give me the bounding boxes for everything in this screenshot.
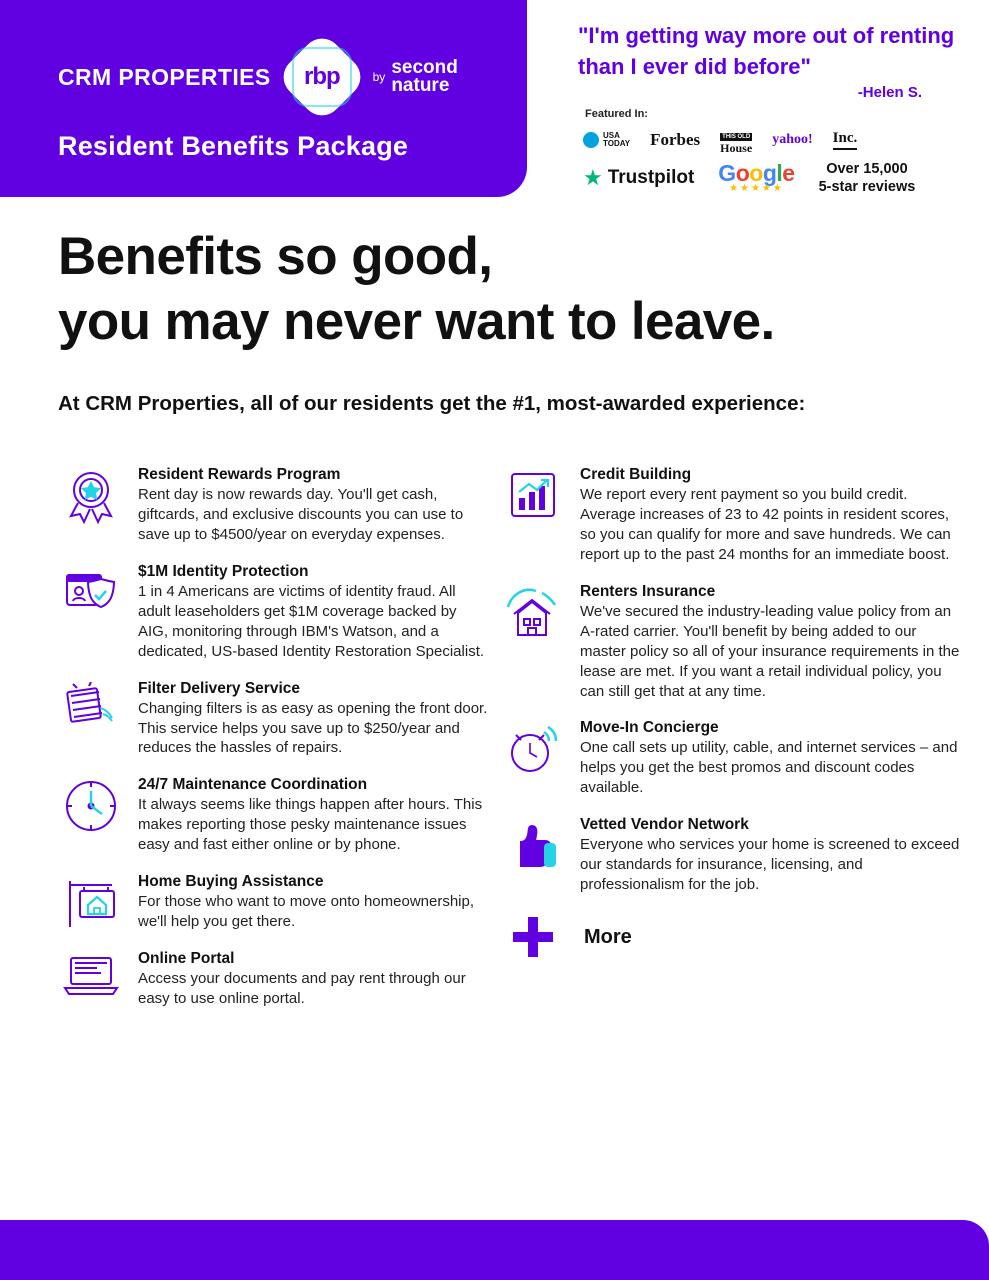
trustpilot-logo	[583, 167, 694, 189]
trustpilot-label: Trustpilot	[607, 167, 695, 189]
subheadline: At CRM Properties, all of our residents get the #1, most-awarded experience:	[58, 392, 806, 415]
benefit-description: Rent day is now rewards day. You'll get cash, giftcards, and exclusive discounts you can use to save up to $4500/year on everyday expenses.	[138, 486, 464, 543]
reviews-line1: Over 15,000	[826, 161, 908, 177]
inc-logo: Inc.	[833, 130, 858, 150]
google-stars-icon: ★★★★★	[729, 183, 784, 195]
google-label: Google	[718, 160, 795, 187]
page-title	[58, 225, 958, 354]
headline-line-2: you may never want to leave.	[58, 291, 775, 351]
company-name: CRM PROPERTIES	[58, 63, 271, 90]
testimonial-author: -Helen S.	[857, 84, 922, 102]
this-old-house-big: House	[720, 141, 753, 155]
second-nature-line2: nature	[391, 75, 450, 96]
benefit-title: $1M Identity Protection	[138, 562, 309, 580]
benefit-title: Vetted Vendor Network	[580, 816, 749, 834]
usa-today-dot-icon	[583, 132, 599, 148]
plus-icon	[500, 913, 566, 961]
benefit-item	[500, 466, 960, 565]
thumbs-up-icon	[500, 816, 566, 895]
testimonial-block	[578, 20, 978, 101]
benefit-title: Home Buying Assistance	[138, 873, 324, 891]
rbp-logo-icon	[275, 30, 368, 123]
second-nature-logo	[373, 59, 458, 95]
laptop-icon	[58, 950, 124, 1009]
benefit-description: For those who want to move onto homeownership, we'll help you get there.	[138, 893, 475, 931]
benefit-item	[58, 776, 488, 855]
benefit-item	[58, 873, 488, 932]
benefit-description: One call sets up utility, cable, and internet services – and helps you get the best promos and discount codes available.	[580, 739, 958, 797]
benefit-title: Online Portal	[138, 950, 235, 968]
benefit-item	[58, 563, 488, 662]
usa-today-logo-icon	[583, 132, 630, 149]
award-ribbon-icon	[58, 466, 124, 545]
benefit-title: Filter Delivery Service	[138, 679, 300, 697]
clock-icon	[58, 776, 124, 855]
benefit-title: Credit Building	[580, 466, 692, 483]
air-filter-icon	[58, 680, 124, 759]
benefit-title: Renters Insurance	[580, 582, 716, 600]
trustpilot-star-icon: ★	[583, 165, 603, 191]
headline-line-1: Benefits so good,	[58, 227, 493, 286]
home-sign-icon	[58, 873, 124, 932]
benefit-title: Move-In Concierge	[580, 719, 719, 737]
benefit-description: Access your documents and pay rent through our easy to use online portal.	[138, 970, 466, 1007]
credit-chart-icon	[500, 466, 566, 565]
brand-row	[58, 44, 458, 110]
footer-band	[0, 1220, 989, 1280]
benefit-item	[58, 466, 488, 545]
usa-today-line1: USA	[603, 130, 620, 140]
benefit-description: Changing filters is as easy as opening the front door. This service helps you save up to $250/year and reduces the hassles of repairs.	[138, 699, 488, 757]
reviews-row	[583, 160, 983, 196]
rbp-logo-text: rbp	[303, 62, 340, 90]
benefit-title: Resident Rewards Program	[138, 466, 341, 483]
second-nature-line1: second	[391, 57, 458, 79]
renters-insurance-icon	[500, 583, 566, 702]
reviews-count	[819, 160, 916, 196]
identity-shield-icon	[58, 563, 124, 662]
benefits-column-left	[58, 466, 488, 1027]
header-band	[0, 0, 527, 197]
benefit-item	[58, 950, 488, 1009]
benefit-description: Everyone who services your home is screened to exceed our standards for insurance, licensing, and professionalism for the job.	[580, 836, 960, 894]
testimonial-quote: "I'm getting way more out of renting than I ever did before"	[578, 23, 955, 80]
benefit-item	[500, 583, 960, 702]
benefit-item	[500, 816, 960, 895]
package-title: Resident Benefits Package	[58, 131, 409, 161]
yahoo-logo: yahoo!	[772, 132, 813, 147]
benefit-item	[58, 680, 488, 759]
this-old-house-logo	[720, 126, 752, 154]
more-row	[500, 913, 960, 961]
benefit-description: It always seems like things happen after hours. This makes reporting those pesky maintenance issues easy and fast either online or by phone.	[138, 796, 483, 854]
benefits-column-right	[500, 466, 960, 961]
by-label: by	[372, 70, 386, 84]
benefit-description: 1 in 4 Americans are victims of identity fraud. All adult leaseholders get $1M coverage backed by AIG, monitoring through IBM's Watson, and a dedicated, US-based Identity Restoration Specialist.	[138, 582, 485, 660]
featured-in-label: Featured In:	[585, 108, 648, 120]
google-logo	[718, 162, 794, 194]
press-logos-row	[583, 126, 983, 154]
benefit-description: We've secured the industry-leading value policy from an A-rated carrier. You'll benefit by being added to our master policy so all of your insurance requirements in the lease are met. If you want a retail individual policy, you can still get that at any time.	[580, 602, 960, 700]
this-old-house-small: THIS OLD	[722, 134, 751, 140]
forbes-logo: Forbes	[650, 130, 701, 149]
more-label: More	[584, 925, 632, 948]
reviews-line2: 5-star reviews	[818, 179, 916, 196]
move-in-alarm-icon	[500, 719, 566, 798]
benefit-item	[500, 719, 960, 798]
usa-today-line2: TODAY	[603, 139, 631, 148]
benefit-description: We report every rent payment so you build credit. Average increases of 23 to 42 points in resident scores, so you can qualify for more and save hundreds. We can report up to the past 24 months for an immediate boost.	[580, 486, 951, 563]
benefit-title: 24/7 Maintenance Coordination	[138, 776, 368, 794]
